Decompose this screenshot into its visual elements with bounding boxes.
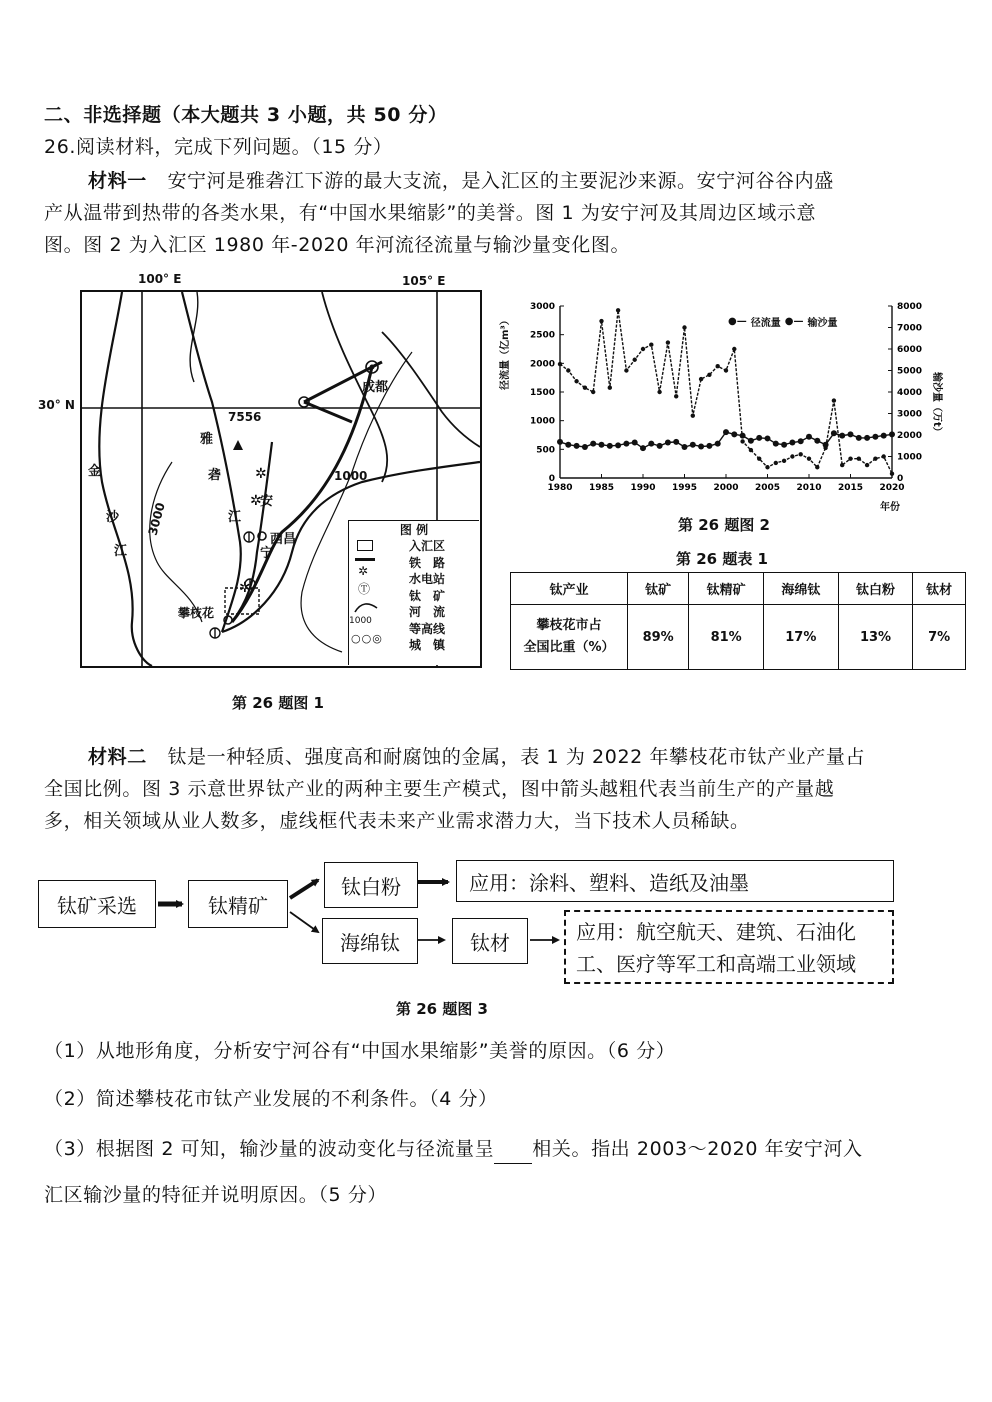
river-min (382, 332, 480, 447)
chart-point-sediment (857, 456, 861, 460)
chart-point-runoff (848, 431, 854, 437)
contour-3000 (150, 462, 202, 622)
chart-ytick-label-right: 4000 (897, 388, 923, 398)
map-caption: 第 26 题图 1 (232, 694, 324, 712)
chart-point-sediment (774, 461, 778, 465)
chart-xtick-label: 2000 (713, 483, 739, 493)
map-river-jinsha-1: 金 (88, 464, 102, 479)
chart-xtick-label: 2010 (796, 483, 822, 493)
river-jinsha (99, 292, 152, 666)
chart-point-runoff (723, 429, 729, 435)
chart-point-sediment (558, 362, 562, 366)
peak-triangle (233, 440, 243, 450)
flow-caption: 第 26 题图 3 (396, 1000, 488, 1018)
runoff-sediment-chart (500, 292, 940, 520)
flow-node-mining: 钛矿采选 (38, 880, 156, 928)
chart-point-runoff (673, 439, 679, 445)
chart-point-runoff (781, 442, 787, 448)
legend-contour-sample: 1000 (349, 616, 372, 626)
chart-point-runoff (623, 441, 629, 447)
table-header-2: 钛精矿 (689, 573, 764, 605)
chart-point-runoff (856, 435, 862, 441)
map-contour-3000-label: 3000 (145, 501, 168, 537)
chart-point-sediment (716, 364, 720, 368)
flow-app-material-line1: 应用：航空航天、建筑、石油化 (576, 920, 856, 944)
chart-ytick-label-right: 8000 (897, 302, 923, 312)
table-header-1: 钛矿 (628, 573, 689, 605)
flow-node-concentrate: 钛精矿 (188, 880, 288, 928)
chart-point-runoff (657, 443, 663, 449)
material2-line1 (44, 742, 865, 772)
railway-2 (304, 402, 352, 422)
chart-point-sediment (882, 454, 886, 458)
chart-point-runoff (773, 441, 779, 447)
arrow-concentrate-sponge (290, 912, 318, 932)
map-lon-right: 105° E (402, 274, 446, 288)
chart-ytick-label-left: 2000 (529, 359, 555, 370)
legend-sediment-label: 输沙量 (807, 318, 838, 329)
legend-label-town: 城 镇 (409, 638, 446, 652)
subquestion-1: （1）从地形角度，分析安宁河谷有“中国水果缩影”美誉的原因。（6 分） (44, 1040, 676, 1062)
map-river-jinsha-3: 江 (114, 544, 128, 559)
chart-point-sediment (682, 325, 686, 329)
material1-line2: 产从温带到热带的各类水果，有“中国水果缩影”的美誉。图 1 为安宁河及其周边区域示意 (44, 202, 817, 224)
chart-point-runoff (756, 435, 762, 441)
legend-label-titanium: 钛 矿 (409, 588, 446, 603)
chart-ylabel-left: 径流量（亿m³） (500, 315, 511, 390)
legend-runoff-label: 径流量 (750, 318, 781, 329)
chart-point-sediment (591, 390, 595, 394)
chart-ytick-label-left: 3000 (529, 302, 555, 312)
chart-point-sediment (782, 459, 786, 463)
chart-point-sediment (873, 456, 877, 460)
table-caption: 第 26 题表 1 (676, 550, 768, 568)
chart-point-sediment (799, 452, 803, 456)
chart-point-runoff (731, 431, 737, 437)
chart-point-sediment (840, 463, 844, 467)
chart-ytick-label-right: 3000 (897, 409, 923, 420)
titanium-share-table (510, 572, 966, 670)
chart-point-sediment (583, 386, 587, 390)
legend-label-river: 河 流 (409, 605, 446, 619)
hydro-icon-2: ✲ (250, 493, 262, 509)
map-river-anning-1: 安 (260, 494, 274, 509)
chart-xtick-label: 2015 (837, 483, 864, 493)
flow-app-tio2: 应用：涂料、塑料、造纸及油墨 (456, 860, 894, 902)
legend-title: 图 例 (399, 523, 429, 537)
answer-blank[interactable] (494, 1143, 532, 1164)
chart-xtick-label: 1995 (671, 483, 698, 493)
map-figure (80, 290, 482, 668)
table-row-label (511, 605, 628, 670)
legend-label-confluence: 入汇区 (409, 539, 446, 553)
chart-point-sediment (807, 456, 811, 460)
map-river-yalong-2: 砻 (208, 468, 222, 483)
legend-hydro-icon: ✲ (358, 564, 369, 578)
chart-point-runoff (748, 438, 754, 444)
chart-point-runoff (889, 431, 895, 437)
map-river-jinsha-2: 沙 (106, 510, 120, 525)
chart-point-sediment (599, 319, 603, 323)
chart-point-runoff (665, 439, 671, 445)
chart-point-runoff (864, 435, 870, 441)
chart-ytick-label-left: 2500 (529, 330, 555, 341)
chart-point-runoff (582, 444, 588, 450)
material2-line2: 全国比例。图 3 示意世界钛产业的两种主要生产模式，图中箭头越粗代表当前生产的产量越 (44, 778, 835, 800)
map-lon-left: 100° E (138, 272, 182, 286)
chart-point-runoff (765, 435, 771, 441)
chart-point-sediment (691, 413, 695, 417)
legend-runoff-marker: ●— (728, 316, 747, 327)
chart-ytick-label-left: 1500 (529, 388, 555, 398)
material1-line3: 图。图 2 为入汇区 1980 年-2020 年河流径流量与输沙量变化图。 (44, 234, 631, 256)
subquestion-3-part2: 相关。指出 2003～2020 年安宁河入 (532, 1138, 863, 1160)
chart-xtick-label: 1980 (547, 483, 573, 493)
chart-ytick-label-right: 7000 (897, 323, 923, 334)
chart-point-runoff (706, 443, 712, 449)
legend-confluence-icon (357, 540, 373, 551)
chart-point-runoff (839, 433, 845, 439)
chart-point-sediment (657, 390, 661, 394)
chart-point-sediment (749, 448, 753, 452)
legend-label-contour: 等高线 (409, 621, 446, 636)
material1-text1: 安宁河是雅砻江下游的最大支流，是入汇区的主要泥沙来源。安宁河谷谷内盛 (167, 170, 834, 192)
material2-label: 材料二 (88, 746, 147, 768)
legend-label-hydro: 水电站 (409, 572, 446, 586)
chart-point-runoff (789, 439, 795, 445)
legend-river-icon (351, 600, 381, 614)
chart-point-runoff (607, 443, 613, 449)
flow-app-material-line2: 工、医疗等军工和高端工业领域 (576, 952, 856, 976)
legend-town-icon: ○○◎ (351, 632, 383, 645)
material1-line1 (44, 166, 834, 196)
river-yalong (182, 292, 241, 632)
question-title: 26.阅读材料，完成下列问题。（15 分） (44, 136, 393, 158)
table-value-tio2: 13% (838, 605, 913, 670)
legend-labels (409, 538, 445, 654)
subquestion-3 (44, 1134, 863, 1164)
chart-point-sediment (823, 446, 827, 450)
chart-ytick-label-left: 0 (548, 474, 555, 484)
map-city-xichang: 西昌 (270, 532, 297, 547)
table-value-concentrate: 81% (689, 605, 764, 670)
hydro-icon-3: ✲ (239, 580, 251, 596)
table-row-label-line2: 全国比重（%） (523, 640, 615, 655)
table-value-material: 7% (913, 605, 966, 670)
chart-point-sediment (732, 347, 736, 351)
chart-ytick-label-right: 0 (897, 474, 904, 484)
chart-point-runoff (806, 434, 812, 440)
chart-point-sediment (566, 368, 570, 372)
map-lat: 30° N (38, 398, 75, 412)
chart-point-sediment (765, 465, 769, 469)
map-river-anning-2: 宁 (260, 546, 274, 561)
arrow-concentrate-tio2 (290, 880, 318, 898)
material1-label: 材料一 (88, 170, 147, 192)
hydro-icon-1: ✲ (255, 466, 267, 482)
chart-xtick-label: 2020 (879, 483, 905, 493)
chart-point-sediment (724, 368, 728, 372)
map-river-yalong-3: 江 (228, 510, 242, 525)
map-city-panzhihua: 攀枝花 (178, 606, 215, 620)
map-river-yalong-1: 雅 (200, 432, 214, 447)
chart-point-runoff (640, 445, 646, 451)
subquestion-3-part1: （3）根据图 2 可知，输沙量的波动变化与径流量呈 (44, 1138, 495, 1160)
chart-point-sediment (757, 456, 761, 460)
chart-xtick-label: 1985 (588, 483, 615, 493)
chart-point-runoff (599, 442, 605, 448)
chart-point-sediment (674, 394, 678, 398)
chart-point-runoff (648, 441, 654, 447)
chart-point-runoff (872, 434, 878, 440)
chart-point-runoff (690, 442, 696, 448)
chart-ytick-label-right: 1000 (897, 452, 923, 463)
chart-point-runoff (557, 439, 563, 445)
chart-point-runoff (574, 443, 580, 449)
chart-ytick-label-left: 500 (536, 445, 555, 456)
subquestion-2: （2）简述攀枝花市钛产业发展的不利条件。（4 分） (44, 1088, 498, 1110)
chart-point-runoff (565, 442, 571, 448)
chart-point-runoff (814, 438, 820, 444)
section-heading: 二、非选择题（本大题共 3 小题，共 50 分） (44, 104, 448, 126)
chart-point-runoff (698, 443, 704, 449)
chart-series-line-sediment (560, 310, 892, 473)
table-header-row (511, 573, 966, 605)
material2-text1: 钛是一种轻质、强度高和耐腐蚀的金属，表 1 为 2022 年攀枝花市钛产业产量占 (167, 746, 866, 768)
subquestion-3-line2: 汇区输沙量的特征并说明原因。（5 分） (44, 1184, 388, 1206)
table-header-4: 钛白粉 (838, 573, 913, 605)
chart-point-sediment (649, 343, 653, 347)
chart-point-runoff (715, 441, 721, 447)
legend-titanium-icon: Ⓣ (358, 582, 371, 596)
chart-ytick-label-right: 5000 (897, 366, 923, 377)
table-row-label-line1: 攀枝花市占 (536, 618, 602, 633)
table-value-sponge: 17% (763, 605, 838, 670)
chart-point-sediment (641, 347, 645, 351)
legend-sediment-marker: ●— (784, 316, 804, 327)
chart-point-sediment (633, 358, 637, 362)
chart-xtick-label: 2005 (754, 483, 781, 493)
chart-point-runoff (682, 444, 688, 450)
chart-point-sediment (890, 472, 894, 476)
chart-point-runoff (615, 442, 621, 448)
chart-point-sediment (574, 379, 578, 383)
chart-x-unit: 年份 (880, 502, 900, 513)
chart-point-sediment (832, 398, 836, 402)
material2-line3: 多，相关领域从业人数多，虚线框代表未来产业需求潜力大，当下技术人员稀缺。 (44, 810, 750, 832)
chart-point-runoff (881, 433, 887, 439)
chart-ylabel-right: 输沙量（万t） (931, 372, 942, 437)
flow-node-sponge: 海绵钛 (322, 918, 418, 964)
chart-point-sediment (624, 368, 628, 372)
legend-railway-icon (355, 558, 375, 561)
chart-point-sediment (740, 439, 744, 443)
chart-point-sediment (608, 386, 612, 390)
chart-point-sediment (707, 373, 711, 377)
map-peak-label: 7556 (228, 410, 262, 424)
chart-point-runoff (831, 430, 837, 436)
chart-point-sediment (848, 456, 852, 460)
table-header-5: 钛材 (913, 573, 966, 605)
chart-point-sediment (699, 377, 703, 381)
map-contour-1000-label: 1000 (334, 469, 368, 483)
flow-app-material (564, 910, 894, 984)
flow-node-tio2: 钛白粉 (324, 862, 418, 908)
map-legend (348, 520, 479, 665)
chart-point-runoff (798, 438, 804, 444)
chart-point-runoff (632, 439, 638, 445)
table-value-ore: 89% (628, 605, 689, 670)
table-header-0: 钛产业 (511, 573, 628, 605)
chart-xtick-label: 1990 (630, 483, 656, 493)
flow-node-material: 钛材 (452, 918, 528, 964)
chart-caption: 第 26 题图 2 (678, 516, 770, 534)
chart-point-sediment (790, 454, 794, 458)
table-header-3: 海绵钛 (763, 573, 838, 605)
chart-point-sediment (616, 308, 620, 312)
chart-point-sediment (865, 463, 869, 467)
chart-point-runoff (590, 441, 596, 447)
map-city-chengdu: 成都 (362, 380, 389, 395)
table-row (511, 605, 966, 670)
chart-point-sediment (666, 340, 670, 344)
chart-point-sediment (815, 465, 819, 469)
legend-label-railway: 铁 路 (409, 555, 446, 570)
chart-ytick-label-right: 2000 (897, 431, 923, 441)
chart-legend (728, 314, 837, 329)
chart-ytick-label-left: 1000 (529, 416, 555, 427)
chart-ytick-label-right: 6000 (897, 345, 923, 355)
